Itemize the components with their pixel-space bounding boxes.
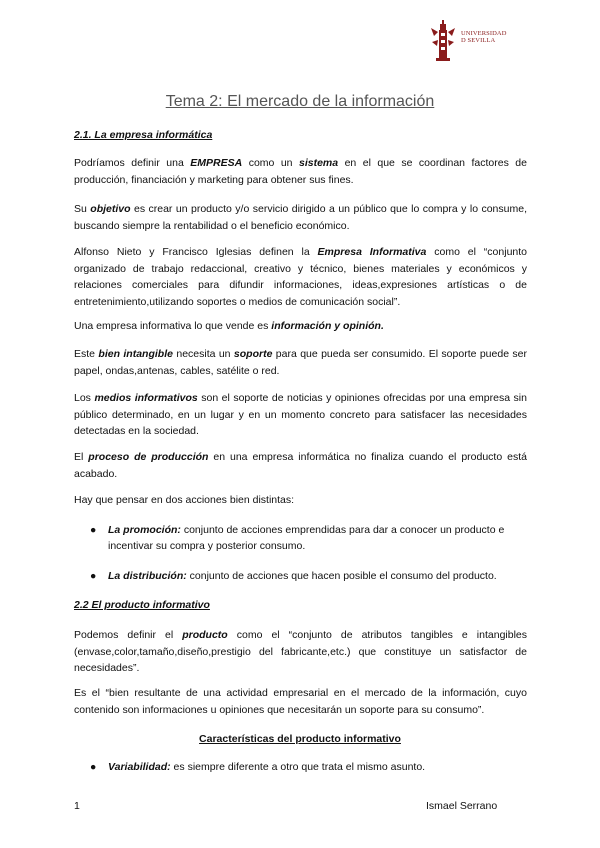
university-logo — [428, 18, 540, 62]
logo-line-2: D SEVILLA — [461, 37, 496, 44]
bullet-icon: ● — [90, 570, 97, 582]
subheading-caracteristicas: Características del producto informativo — [199, 733, 401, 745]
paragraph-objetivo: Su objetivo es crear un producto y/o servicio dirigido a un público que lo compra y lo consume, buscando siempre la rentabilidad o el beneficio económico. — [74, 203, 527, 232]
page-number: 1 — [74, 800, 80, 812]
logo-line-1: UNIVERSIDAD — [461, 30, 507, 37]
section-heading-producto: 2.2 El producto informativo — [74, 599, 210, 611]
paragraph-empresa-informativa: Alfonso Nieto y Francisco Iglesias definen la Empresa Informativa como el “conjunto organizado de trabajo redaccional, creativo y técnico, bienes materiales y económicos y relaciones comerciales para difundir informaciones, ideas,expresiones artísticas o de entretenimiento,utilizando soportes o medios de comunicación social”. — [74, 246, 527, 308]
giralda-logo-icon — [428, 18, 458, 62]
paragraph-medios: Los medios informativos son el soporte de noticias y opiniones ofrecidas por una empresa sin público determinado, en un lugar y en un momento concreto para satisfacer las necesidades detectadas en la sociedad. — [74, 392, 527, 437]
paragraph-empresa-def: Podríamos definir una EMPRESA como un sistema en el que se coordinan factores de producción, financiación y marketing para obtener sus fines. — [74, 157, 527, 186]
paragraph-bien-resultante: Es el “bien resultante de una actividad empresarial en el mercado de la información, cuyo contenido son informaciones u opiniones que necesitarán un soporte para su consumo”. — [74, 687, 527, 716]
bullet-icon: ● — [90, 761, 97, 773]
bullet-icon: ● — [90, 524, 97, 536]
logo-text — [461, 30, 507, 44]
paragraph-vende: Una empresa informativa lo que vende es información y opinión. — [74, 320, 384, 332]
paragraph-acciones: Hay que pensar en dos acciones bien distintas: — [74, 494, 295, 506]
paragraph-proceso: El proceso de producción en una empresa informática no finaliza cuando el producto está acabado. — [74, 451, 527, 480]
section-heading-empresa: 2.1. La empresa informática — [74, 129, 213, 141]
paragraph-producto-def: Podemos definir el producto como el “conjunto de atributos tangibles e intangibles (envase,color,tamaño,diseño,prestigio del fabricante,etc.) que constituye un satisfactor de necesidades”. — [74, 629, 527, 674]
paragraph-bien-intangible: Este bien intangible necesita un soporte para que pueda ser consumido. El soporte puede ser papel, ondas,antenas, cables, satélite o red. — [74, 348, 528, 377]
footer-author: Ismael Serrano — [426, 800, 498, 812]
document-title: Tema 2: El mercado de la información — [165, 93, 435, 110]
